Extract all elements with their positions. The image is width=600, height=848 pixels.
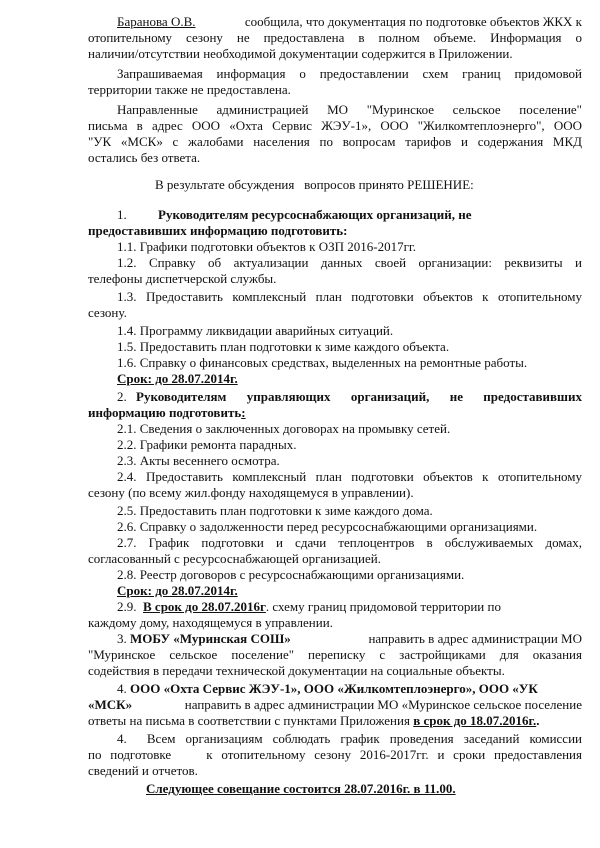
item-3-line-1: 3. МОБУ «Муринская СОШ» направить в адрес администрации МО	[117, 631, 582, 646]
item-4b-line-3: сведений и отчетов.	[88, 763, 198, 778]
schemes-line-1: Запрашиваемая информация о предоставлении схем границ придомовой	[117, 66, 582, 81]
section1-item: 1.1. Графики подготовки объектов к ОЗП 2016-2017гг.	[117, 239, 417, 254]
section2-title-line-1: Руководителям управляющих организаций, не предоставивших	[136, 389, 582, 404]
letters-line-3: "УК «МСК» с жалобами населения по вопросам тарифов и содержания МКД	[88, 134, 582, 149]
section2-number: 2.	[117, 389, 127, 404]
section1-item: 1.2. Справку об актуализации данных своей организации: реквизиты и	[117, 255, 582, 270]
item-3-line-3: содействия в передачи технической документации на социальные объекты.	[88, 663, 505, 678]
item-4b-line-1: 4. Всем организациям соблюдать график проведения заседаний комиссии	[117, 731, 582, 746]
section2-title-line-2: информацию подготовить:	[88, 405, 246, 420]
section1-item: 1.6. Справку о финансовых средствах, выделенных на ремонтные работы.	[117, 355, 528, 370]
intro-line-1: Баранова О.В. сообщила, что документация по подготовке объектов ЖКХ к	[117, 14, 582, 29]
section1-item: сезону.	[88, 305, 127, 320]
item-4-line-3: ответы на письма в соответствии с пунктами Приложения в срок до 18.07.2016г..	[88, 713, 540, 728]
next-meeting: Следующее совещание состоится 28.07.2016г. в 11.00.	[146, 781, 456, 796]
letters-line-4: остались без ответа.	[88, 150, 201, 165]
section2-item: 2.6. Справку о задолженности перед ресурсоснабжающими организациями.	[117, 519, 538, 534]
section1-item: телефоны диспетчерской службы.	[88, 271, 277, 286]
school-org: МОБУ «Муринская СОШ»	[130, 631, 291, 646]
section2-deadline: Срок: до 28.07.2014г.	[117, 583, 238, 598]
decision-heading: В результате обсуждения вопросов принято РЕШЕНИЕ:	[155, 177, 474, 192]
section2-item: 2.1. Сведения о заключенных договорах на промывку сетей.	[117, 421, 451, 436]
section2-item: 2.5. Предоставить план подготовки к зиме каждого дома.	[117, 503, 433, 518]
section2-item: согласованный с ресурсоснабжающей организацией.	[88, 551, 381, 566]
section1-number: 1.	[117, 207, 127, 222]
item-2-9-deadline: В срок до 28.07.2016г	[143, 599, 266, 614]
section1-item: 1.4. Программу ликвидации аварийных ситуаций.	[117, 323, 394, 338]
section2-item: 2.3. Акты весеннего осмотра.	[117, 453, 280, 468]
section2-item: 2.7. График подготовки и сдачи теплоцентров в обслуживаемых домах,	[117, 535, 582, 550]
letters-line-1: Направленные администрацией МО "Муринское сельское поселение"	[117, 102, 582, 117]
item-3-line-2: "Муринское сельское поселение" переписку с застройщиками для оказания	[88, 647, 582, 662]
schemes-line-2: территории также не предоставлена.	[88, 82, 291, 97]
intro-line-2: отопительному сезону не предоставлена в полном объеме. Информация о	[88, 30, 582, 45]
section2-item: сезону (по всему жил.фонду находящемуся в управлении).	[88, 485, 414, 500]
item-4b-line-2: по подготовке к отопительному сезону 2016-2017гг. и сроки предоставления	[88, 747, 582, 762]
intro-line-3: наличии/отсутствии необходимой документации содержится в Приложении.	[88, 46, 513, 61]
item-2-9-line-1: 2.9. В срок до 28.07.2016г. схему границ придомовой территории по	[117, 599, 501, 614]
section1-deadline: Срок: до 28.07.2014г.	[117, 371, 238, 386]
section2-item: 2.8. Реестр договоров с ресурсоснабжающими организациями.	[117, 567, 465, 582]
item-4-line-1: 4. ООО «Охта Сервис ЖЭУ-1», ООО «Жилкомтеплоэнерго», ООО «УК	[117, 681, 538, 696]
item-4-line-2: «МСК» направить в адрес администрации МО «Муринское сельское поселение	[88, 697, 582, 712]
section1-item: 1.3. Предоставить комплексный план подготовки объектов к отопительному	[117, 289, 582, 304]
item-2-9-line-2: каждому дому, находящемуся в управлении.	[88, 615, 333, 630]
item-4-deadline: в срок до 18.07.2016г.	[413, 713, 537, 728]
section1-item: 1.5. Предоставить план подготовки к зиме каждого объекта.	[117, 339, 450, 354]
letters-line-2: письма в адрес ООО «Охта Сервис ЖЭУ-1», ООО "Жилкомтеплоэнерго", ООО	[88, 118, 582, 133]
section1-title-line-1: Руководителям ресурсоснабжающих организаций, не	[158, 207, 472, 222]
speaker-name: Баранова О.В.	[117, 14, 196, 29]
section2-item: 2.4. Предоставить комплексный план подготовки объектов к отопительному	[117, 469, 582, 484]
section1-title-line-2: предоставивших информацию подготовить:	[88, 223, 348, 238]
section2-item: 2.2. Графики ремонта парадных.	[117, 437, 297, 452]
